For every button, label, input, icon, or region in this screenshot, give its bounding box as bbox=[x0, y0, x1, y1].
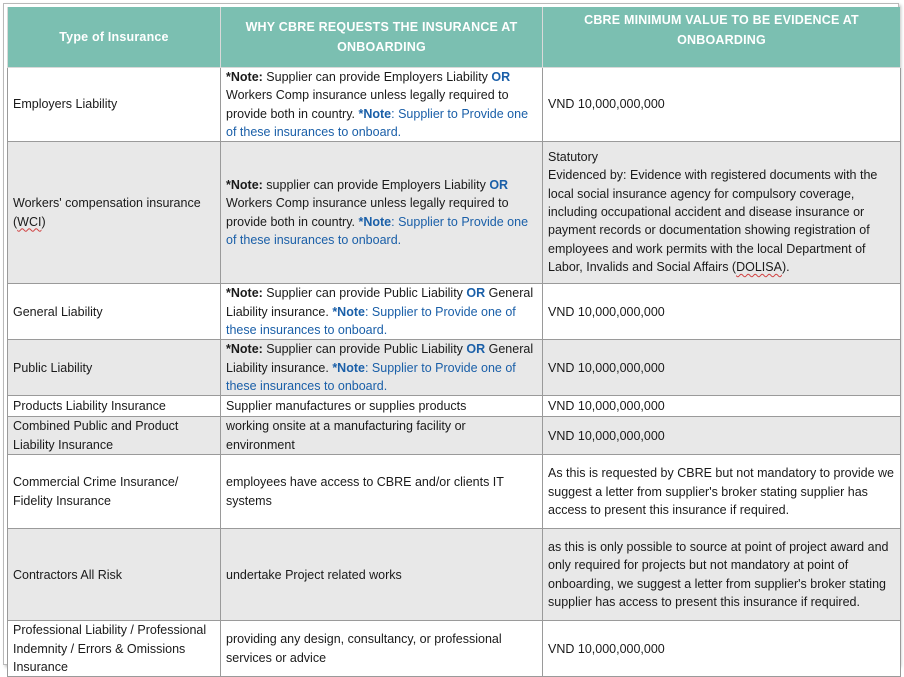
cell-why: employees have access to CBRE and/or clients IT systems bbox=[221, 455, 543, 529]
table-row-combined-public-product bbox=[8, 417, 901, 455]
cell-value: VND 10,000,000,000 bbox=[543, 340, 901, 396]
table-header-row bbox=[8, 7, 901, 68]
cell-type: Workers' compensation insurance (WCI) bbox=[8, 142, 221, 284]
cell-value: VND 10,000,000,000 bbox=[543, 68, 901, 142]
insurance-requirements-table bbox=[7, 7, 901, 677]
insurance-table-frame bbox=[3, 3, 899, 674]
header-type-of-insurance: Type of Insurance bbox=[8, 7, 221, 68]
table-row-commercial-crime bbox=[8, 455, 901, 529]
cell-type: Contractors All Risk bbox=[8, 529, 221, 621]
header-why-cbre-requests: WHY CBRE REQUESTS THE INSURANCE AT ONBOARDING bbox=[221, 7, 543, 68]
cell-value: As this is requested by CBRE but not mandatory to provide we suggest a letter from supplier's broker stating supplier has access to present this insurance if required. bbox=[543, 455, 901, 529]
cell-type: Combined Public and Product Liability Insurance bbox=[8, 417, 221, 455]
cell-why: undertake Project related works bbox=[221, 529, 543, 621]
cell-type: Public Liability bbox=[8, 340, 221, 396]
table-row-employers-liability bbox=[8, 68, 901, 142]
table-row-contractors-all-risk bbox=[8, 529, 901, 621]
header-minimum-value: CBRE MINIMUM VALUE TO BE EVIDENCE AT ONBOARDING bbox=[543, 7, 901, 68]
cell-value: as this is only possible to source at point of project award and only required for projects but not mandatory at point of onboarding, we suggest a letter from supplier's broker stating supplier has access to present this insurance if required. bbox=[543, 529, 901, 621]
table-row-public-liability bbox=[8, 340, 901, 396]
cell-why: providing any design, consultancy, or professional services or advice bbox=[221, 621, 543, 677]
table-row-workers-compensation bbox=[8, 142, 901, 284]
cell-value: VND 10,000,000,000 bbox=[543, 284, 901, 340]
cell-why: Supplier manufactures or supplies products bbox=[221, 396, 543, 417]
cell-type: Commercial Crime Insurance/ Fidelity Insurance bbox=[8, 455, 221, 529]
cell-value: VND 10,000,000,000 bbox=[543, 396, 901, 417]
cell-type: Products Liability Insurance bbox=[8, 396, 221, 417]
cell-type: General Liability bbox=[8, 284, 221, 340]
table-row-products-liability bbox=[8, 396, 901, 417]
cell-type: Employers Liability bbox=[8, 68, 221, 142]
cell-why: *Note: Supplier can provide Public Liability OR General Liability insurance. *Note: Supplier to Provide one of these insurances to onboard. bbox=[221, 284, 543, 340]
cell-why: *Note: supplier can provide Employers Liability OR Workers Comp insurance unless legally required to provide both in country. *Note: Supplier to Provide one of these insurances to onboard. bbox=[221, 142, 543, 284]
table-row-professional-liability bbox=[8, 621, 901, 677]
cell-type: Professional Liability / Professional Indemnity / Errors & Omissions Insurance bbox=[8, 621, 221, 677]
cell-why: *Note: Supplier can provide Employers Liability OR Workers Comp insurance unless legally required to provide both in country. *Note: Supplier to Provide one of these insurances to onboard. bbox=[221, 68, 543, 142]
cell-value: Statutory Evidenced by: Evidence with registered documents with the local social insurance agency for compulsory coverage, including occupational accident and disease insurance or payment records or documentation showing registration of employees and work permits with the local Department of Labor, Invalids and Social Affairs (DOLISA). bbox=[543, 142, 901, 284]
cell-value: VND 10,000,000,000 bbox=[543, 621, 901, 677]
table-row-general-liability bbox=[8, 284, 901, 340]
cell-value: VND 10,000,000,000 bbox=[543, 417, 901, 455]
cell-why: working onsite at a manufacturing facility or environment bbox=[221, 417, 543, 455]
cell-why: *Note: Supplier can provide Public Liability OR General Liability insurance. *Note: Supplier to Provide one of these insurances to onboard. bbox=[221, 340, 543, 396]
